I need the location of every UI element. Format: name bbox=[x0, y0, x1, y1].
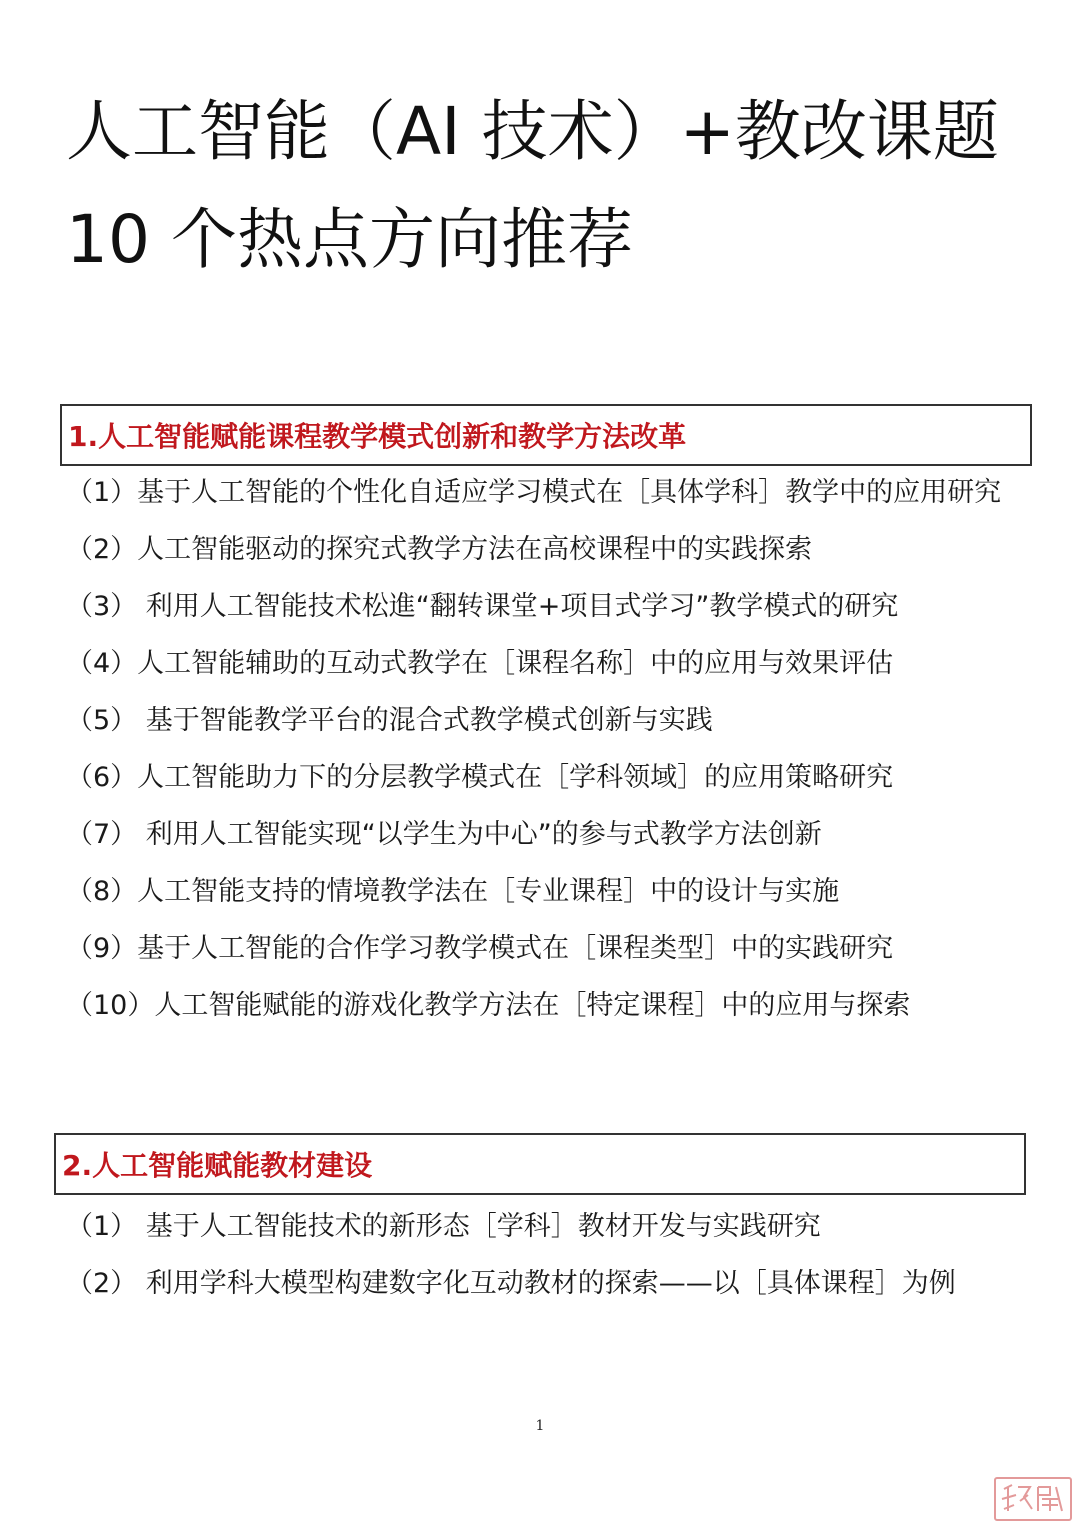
list-item: （10）人工智能赋能的游戏化教学方法在［特定课程］中的应用与探索 bbox=[66, 990, 911, 1021]
list-item: （8）人工智能支持的情境教学法在［专业课程］中的设计与实施 bbox=[66, 876, 840, 907]
watermark-stamp-icon bbox=[994, 1477, 1072, 1521]
section-1-heading-box bbox=[60, 404, 1032, 466]
page-number: 1 bbox=[535, 1418, 545, 1434]
section-1-list bbox=[66, 464, 1026, 1034]
title-line-1: 人工智能（AI 技术）+教改课题 bbox=[66, 93, 999, 170]
section-2-heading-box bbox=[54, 1133, 1026, 1195]
list-item: （3） 利用人工智能技术松進“翻转课堂+项目式学习”教学模式的研究 bbox=[66, 591, 899, 622]
list-item: （2）人工智能驱动的探究式教学方法在高校课程中的实践探索 bbox=[66, 534, 813, 565]
section-2-heading: 2.人工智能赋能教材建设 bbox=[62, 1149, 373, 1182]
section-2-list bbox=[66, 1198, 1026, 1312]
list-item: （1） 基于人工智能技术的新形态［学科］教材开发与实践研究 bbox=[66, 1211, 821, 1242]
list-item: （9）基于人工智能的合作学习教学模式在［课程类型］中的实践研究 bbox=[66, 933, 894, 964]
list-item: （1）基于人工智能的个性化自适应学习模式在［具体学科］教学中的应用研究 bbox=[66, 477, 1002, 508]
list-item: （5） 基于智能教学平台的混合式教学模式创新与实践 bbox=[66, 705, 713, 736]
list-item: （4）人工智能辅助的互动式教学在［课程名称］中的应用与效果评估 bbox=[66, 648, 894, 679]
section-1-heading: 1.人工智能赋能课程教学模式创新和教学方法改革 bbox=[68, 420, 687, 453]
list-item: （2） 利用学科大模型构建数字化互动教材的探索——以［具体课程］为例 bbox=[66, 1268, 956, 1299]
document-title bbox=[66, 78, 1036, 294]
stamp-glyph-icon bbox=[998, 1481, 1068, 1517]
list-item: （6）人工智能助力下的分层教学模式在［学科领域］的应用策略研究 bbox=[66, 762, 894, 793]
list-item: （7） 利用人工智能实现“以学生为中心”的参与式教学方法创新 bbox=[66, 819, 822, 850]
title-line-2: 10 个热点方向推荐 bbox=[66, 201, 633, 278]
